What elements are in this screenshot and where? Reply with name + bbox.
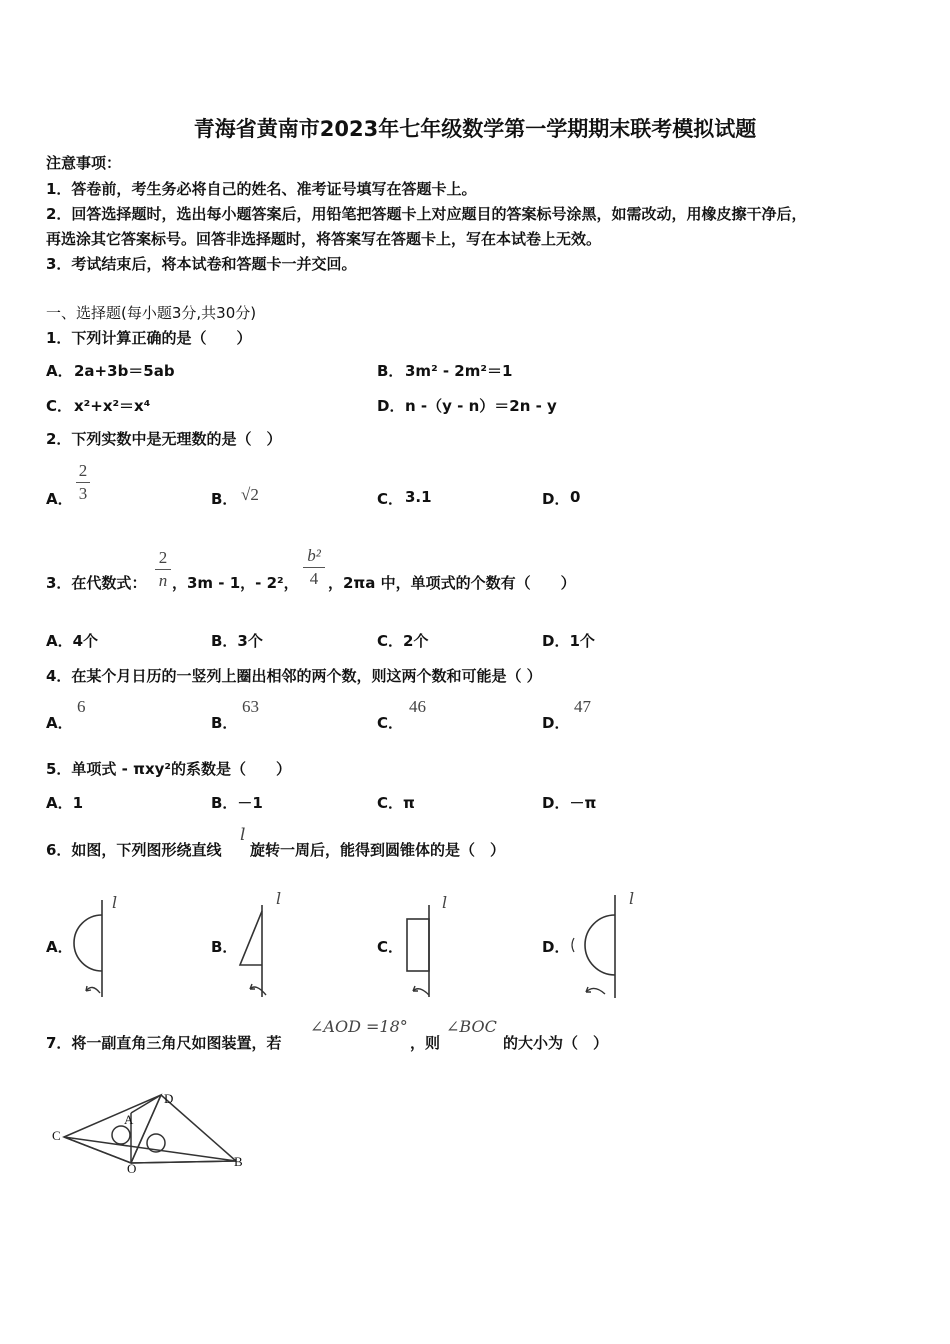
q4-option-c-label: C．: [377, 714, 404, 732]
q3-option-c: C．2个: [377, 632, 429, 650]
q7-point-b: B: [234, 1154, 243, 1169]
q4-option-d: 47: [574, 697, 591, 716]
q6-fig-c-l: l: [442, 893, 448, 912]
q4-option-c: 46: [409, 697, 426, 716]
q1-option-b-label: B．: [377, 362, 404, 380]
page-title: 青海省黄南市2023年七年级数学第一学期期末联考模拟试题: [193, 117, 757, 141]
q3-stem-post: ，2πa 中，单项式的个数有（ ）: [328, 574, 576, 592]
q5-option-d: D．－π: [542, 794, 597, 812]
q1-option-d-label: D．: [377, 397, 405, 415]
q4-option-b: 63: [242, 697, 259, 716]
q4-option-a-label: A．: [46, 714, 73, 732]
q7-stem-mid: ，则: [410, 1034, 441, 1052]
q6-stem-post: 旋转一周后，能得到圆锥体的是（ ）: [250, 841, 506, 859]
q6-figure-b: [230, 895, 290, 1005]
q2-stem: 2．下列实数中是无理数的是（ ）: [46, 430, 282, 448]
q3-stem-mid: ，3m - 1，- 2²，: [172, 574, 299, 592]
q5-option-b: B．－1: [211, 794, 263, 812]
q6-option-b-label: B．: [211, 938, 238, 956]
q6-option-c-label: C．: [377, 938, 404, 956]
q3-f2-denominator: 4: [309, 569, 319, 588]
q2-option-a-fraction: [76, 461, 90, 504]
q7-stem-post: 的大小为（ ）: [503, 1034, 609, 1052]
q7-point-d: D: [164, 1091, 174, 1106]
q1-option-c: x²+x²＝x⁴: [74, 397, 151, 415]
notice-item-3: 3．考试结束后，将本试卷和答题卡一并交回。: [46, 255, 357, 273]
fraction-bar: [155, 569, 171, 570]
q6-fig-d-l: l: [629, 889, 635, 908]
q3-option-d: D．1个: [542, 632, 595, 650]
q2-option-c: 3.1: [405, 488, 432, 506]
q6-option-a-label: A．: [46, 938, 73, 956]
q7-angle-aod: ∠AOD =18°: [310, 1017, 408, 1036]
q2-option-d-label: D．: [542, 490, 570, 508]
q6-figure-a: [60, 895, 120, 1005]
fraction-bar: [76, 482, 90, 483]
q6-fig-a-l: l: [112, 893, 118, 912]
notice-item-2b: 再选涂其它答案标号。回答非选择题时，将答案写在答题卡上，写在本试卷上无效。: [46, 230, 602, 248]
q3-stem-pre: 3．在代数式：: [46, 574, 147, 592]
q3-option-b: B．3个: [211, 632, 263, 650]
q2-option-b-label: B．: [211, 490, 238, 508]
q1-stem: 1．下列计算正确的是（ ）: [46, 329, 252, 347]
fraction-bar: [303, 567, 325, 568]
q7-point-o: O: [127, 1161, 137, 1176]
q1-option-a: 2a+3b＝5ab: [74, 362, 175, 380]
q5-stem: 5．单项式 - πxy²的系数是（ ）: [46, 760, 291, 778]
q4-option-b-label: B．: [211, 714, 238, 732]
q2-a-numerator: 2: [78, 461, 88, 480]
notice-item-1: 1．答卷前，考生务必将自己的姓名、准考证号填写在答题卡上。: [46, 180, 477, 198]
q6-line-variable: l: [240, 825, 246, 845]
q1-option-d: n -（y - n）＝2n - y: [405, 397, 557, 415]
q7-point-c: C: [52, 1128, 61, 1143]
q2-option-b: √2: [241, 485, 259, 504]
q6-stem-pre: 6．如图，下列图形绕直线: [46, 841, 222, 859]
q3-f2-numerator: b²: [307, 546, 321, 565]
q7-stem-pre: 7．将一副直角三角尺如图装置，若: [46, 1034, 282, 1052]
q3-fraction-2: [303, 546, 325, 589]
q2-a-denominator: 3: [78, 484, 88, 503]
q2-option-a-label: A．: [46, 490, 73, 508]
notice-heading: 注意事项：: [46, 154, 122, 172]
q5-option-c: C．π: [377, 794, 415, 812]
q7-figure: [46, 1085, 256, 1180]
q6-figure-d: [560, 890, 630, 1005]
q7-angle-boc: ∠BOC: [446, 1017, 497, 1036]
section-heading: 一、选择题(每小题3分,共30分): [46, 304, 257, 322]
q4-option-d-label: D．: [542, 714, 570, 732]
q4-stem: 4．在某个月日历的一竖列上圈出相邻的两个数，则这两个数和可能是（ ）: [46, 667, 542, 685]
q2-option-d: 0: [570, 488, 581, 506]
q3-f1-denominator: n: [158, 571, 168, 590]
q2-option-c-label: C．: [377, 490, 404, 508]
q1-option-a-label: A．: [46, 362, 73, 380]
q6-fig-b-l: l: [276, 889, 282, 908]
q1-option-c-label: C．: [46, 397, 73, 415]
q3-fraction-1: [155, 548, 171, 591]
q3-option-a: A．4个: [46, 632, 99, 650]
q6-figure-c: [395, 895, 455, 1005]
q6-option-d-label: D．: [542, 938, 570, 956]
q3-f1-numerator: 2: [158, 548, 168, 567]
q5-option-a: A．1: [46, 794, 84, 812]
q1-option-b: 3m² - 2m²＝1: [405, 362, 513, 380]
notice-item-2a: 2．回答选择题时，选出每小题答案后，用铅笔把答题卡上对应题目的答案标号涂黑，如需改动，用橡皮擦干净后，: [46, 205, 807, 223]
q7-point-a: A: [124, 1112, 134, 1127]
q4-option-a: 6: [77, 697, 86, 716]
